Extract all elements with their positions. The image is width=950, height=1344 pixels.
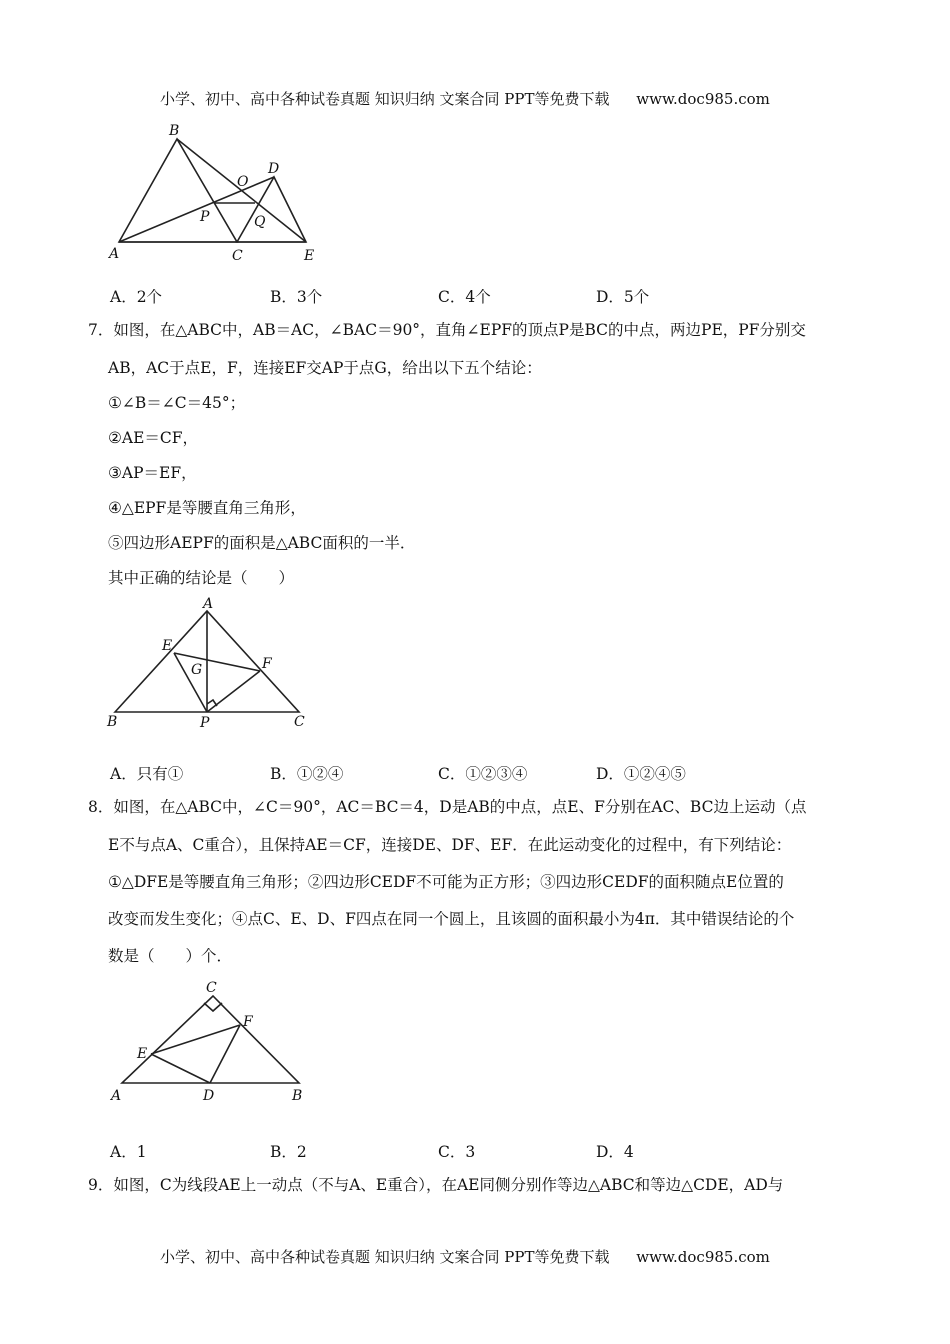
q6-label-b: B (169, 123, 180, 139)
q7-choice-a[interactable]: A．只有① (110, 765, 184, 783)
q7-conclusion-1: ①∠B＝∠C＝45°； (108, 394, 246, 412)
q7-label-e: E (162, 638, 173, 654)
q8-line-2: E不与点A、C重合），且保持AE＝CF，连接DE、DF、EF．在此运动变化的过程中，有下列结论： (108, 836, 792, 854)
q7-label-c: C (294, 714, 305, 730)
q6-label-d: D (268, 161, 280, 177)
q8-choice-d[interactable]: D．4 (596, 1143, 634, 1161)
q8-choice-c[interactable]: C．3 (438, 1143, 476, 1161)
q6-label-e: E (304, 248, 315, 264)
q8-label-a: A (111, 1088, 122, 1104)
q7-line-2: AB，AC于点E，F，连接EF交AP于点G，给出以下五个结论： (108, 359, 542, 377)
q6-label-p: P (200, 209, 210, 225)
q6-choice-d[interactable]: D．5个 (596, 288, 650, 306)
page-footer (160, 1246, 770, 1267)
q8-label-e: E (137, 1046, 148, 1062)
q6-choice-c[interactable]: C．4个 (438, 288, 491, 306)
q9-line-1: 9．如图，C为线段AE上一动点（不与A、E重合），在AE同侧分别作等边△ABC和等边△CDE，AD与 (88, 1176, 784, 1194)
q6-figure-lines (119, 139, 306, 242)
q8-choice-a[interactable]: A．1 (110, 1143, 147, 1161)
q7-choice-c[interactable]: C．①②③④ (438, 765, 528, 783)
page-header (160, 88, 770, 109)
q6-choices (110, 285, 870, 307)
q8-figure (100, 976, 330, 1116)
q7-question: 其中正确的结论是（ ） (108, 569, 295, 587)
q7-conclusion-2: ②AE＝CF， (108, 429, 199, 447)
q6-label-a: A (109, 246, 120, 262)
q7-choices (110, 762, 870, 784)
header-text: 小学、初中、高中各种试卷真题 知识归纳 文案合同 PPT等免费下载 (160, 90, 610, 108)
q6-label-q: Q (254, 214, 266, 230)
q8-choice-b[interactable]: B．2 (270, 1143, 307, 1161)
footer-text: 小学、初中、高中各种试卷真题 知识归纳 文案合同 PPT等免费下载 (160, 1248, 610, 1266)
q7-choice-d[interactable]: D．①②④⑤ (596, 765, 686, 783)
q8-choices (110, 1140, 870, 1162)
q8-label-f: F (243, 1014, 253, 1030)
q6-label-o: O (237, 174, 249, 190)
q7-label-a: A (203, 596, 214, 612)
q7-figure (100, 594, 330, 744)
q6-choice-b[interactable]: B．3个 (270, 288, 323, 306)
q7-line-1: 7．如图，在△ABC中，AB＝AC，∠BAC＝90°，直角∠EPF的顶点P是BC的中点，两边PE，PF分别交 (88, 321, 806, 339)
q8-line-1: 8．如图，在△ABC中，∠C＝90°，AC＝BC＝4，D是AB的中点，点E、F分别在AC、BC边上运动（点 (88, 798, 807, 816)
header-url: www.doc985.com (636, 90, 770, 108)
q6-label-c: C (232, 248, 243, 264)
q8-label-c: C (206, 980, 217, 996)
q7-conclusion-4: ④△EPF是等腰直角三角形， (108, 499, 306, 517)
q8-figure-lines (122, 996, 299, 1083)
q7-label-p: P (200, 715, 210, 731)
q8-line-4: 改变而发生变化；④点C、E、D、F四点在同一个圆上，且该圆的面积最小为4π．其中错误结论的个 (108, 910, 795, 928)
q7-conclusion-5: ⑤四边形AEPF的面积是△ABC面积的一半． (108, 534, 416, 552)
q6-figure (100, 118, 340, 268)
q8-label-d: D (203, 1088, 215, 1104)
footer-url: www.doc985.com (636, 1248, 770, 1266)
q8-line-5: 数是（ ）个． (108, 947, 233, 965)
q7-label-g: G (191, 662, 203, 678)
q8-line-3: ①△DFE是等腰直角三角形；②四边形CEDF不可能为正方形；③四边形CEDF的面积随点E位置的 (108, 873, 784, 891)
q7-choice-b[interactable]: B．①②④ (270, 765, 344, 783)
q7-conclusion-3: ③AP＝EF， (108, 464, 197, 482)
q6-choice-a[interactable]: A．2个 (110, 288, 163, 306)
q8-label-b: B (292, 1088, 303, 1104)
q7-label-f: F (262, 656, 272, 672)
q7-label-b: B (107, 714, 118, 730)
